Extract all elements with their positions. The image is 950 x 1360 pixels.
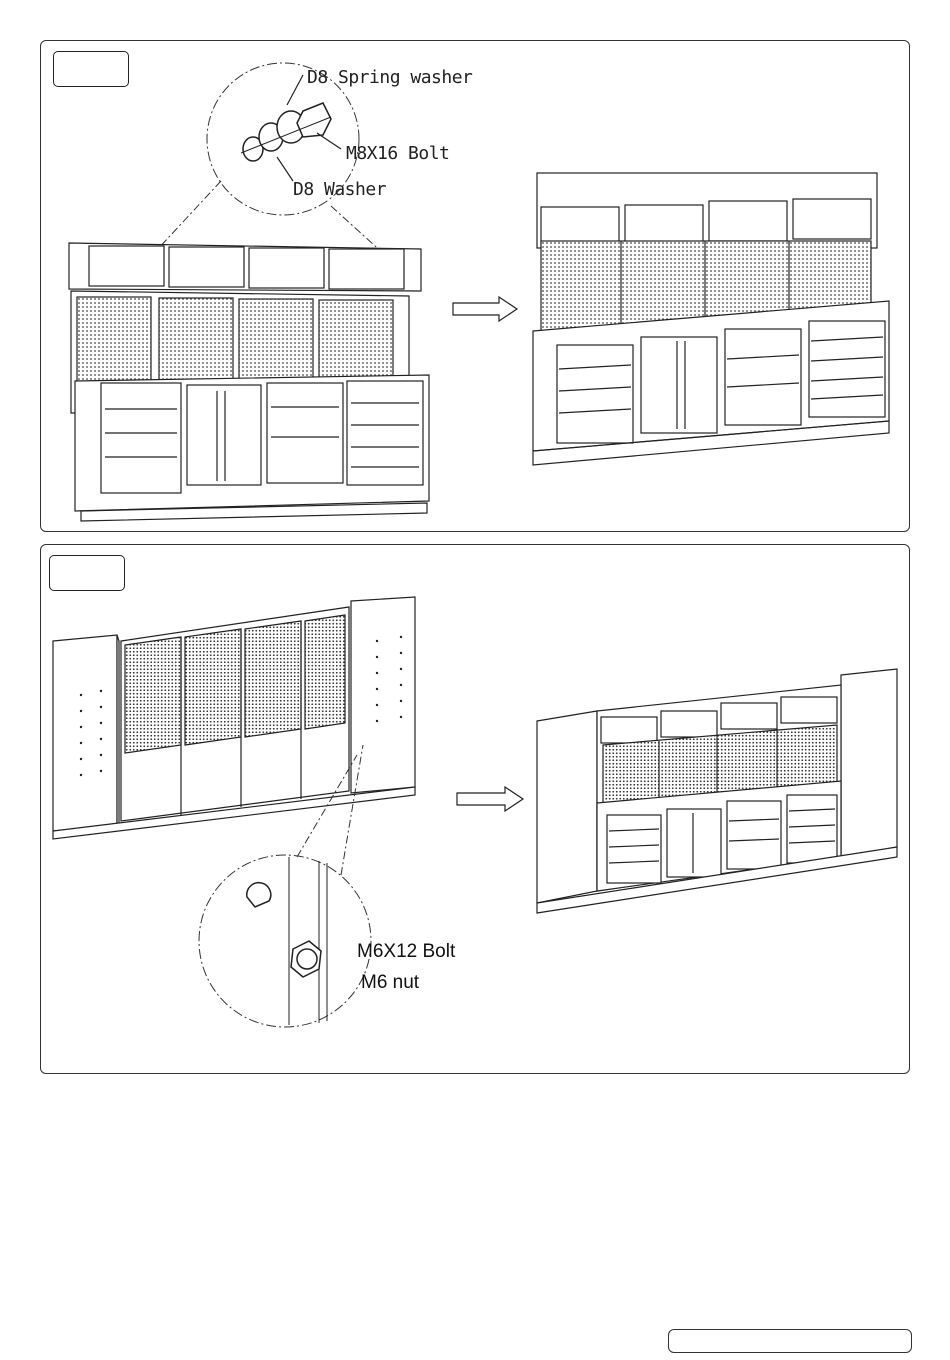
frame-assembly-before [53,597,415,839]
callout-m6-nut: M6 nut [361,972,420,993]
bolt-washer-icon [243,103,331,161]
cabinet-assembly-before [69,243,429,521]
step-1-illustration [41,41,909,531]
bolt-nut-icon [247,883,321,977]
step-2-illustration [41,545,909,1073]
step-1-panel [40,40,910,532]
callout-m8-bolt: M8X16 Bolt [346,143,450,164]
callout-m6-bolt: M6X12 Bolt [357,941,456,962]
step-2-panel [40,544,910,1074]
cabinet-assembly-after [533,173,889,465]
frame-assembly-after [537,669,897,913]
right-arrow-icon [457,787,523,811]
callout-d8-washer: D8 Washer [293,179,387,200]
callout-spring-washer: D8 Spring washer [307,67,473,88]
page-footer-box [668,1329,912,1353]
right-arrow-icon [453,297,517,321]
